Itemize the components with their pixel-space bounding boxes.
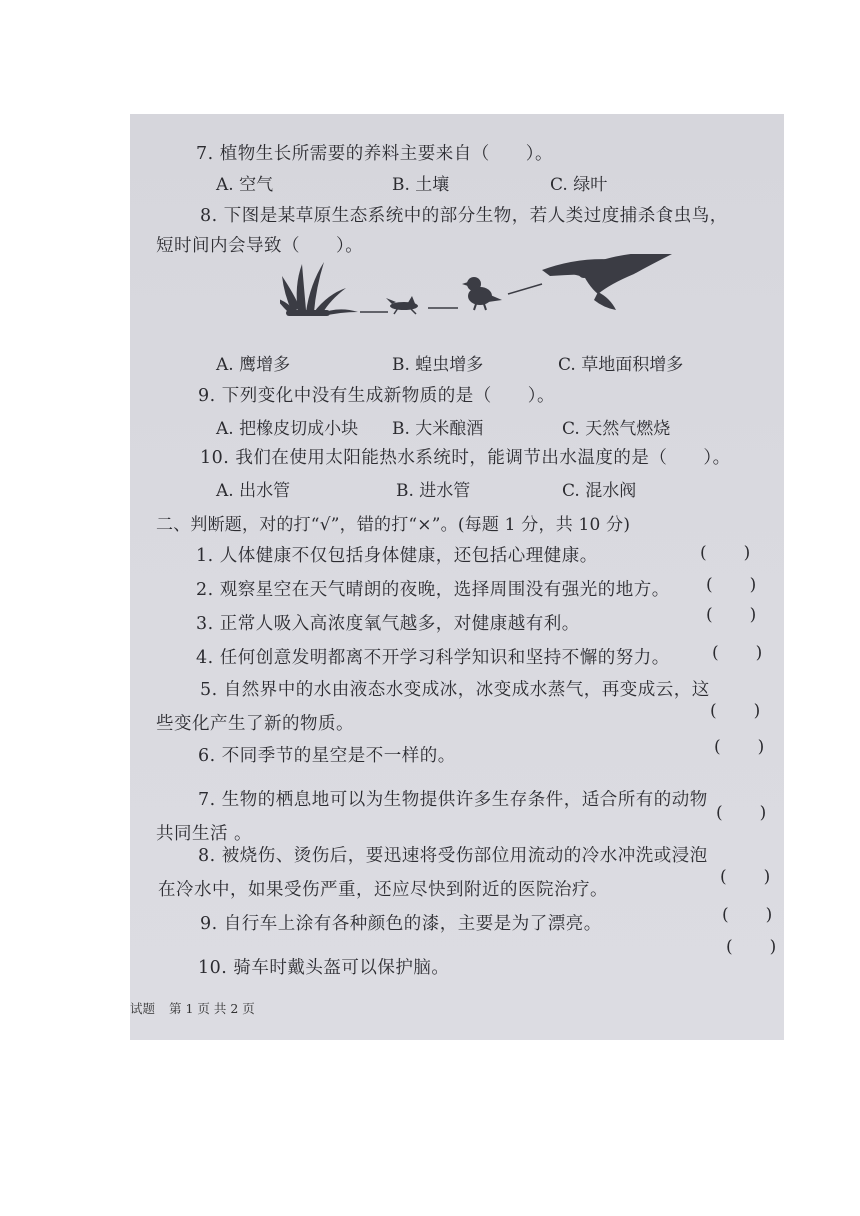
mc-q8-stem-line2: 短时间内会导致（ ）。: [156, 236, 364, 256]
page-footer: [130, 999, 265, 1017]
tf-item-3-answer-box[interactable]: ( ): [706, 605, 767, 625]
food-chain-illustration: [280, 254, 690, 324]
small-bird-icon: [462, 277, 502, 310]
footer-label: 试题: [130, 1001, 156, 1016]
tf-item-10-answer-box[interactable]: ( ): [726, 937, 787, 957]
mc-q7-option-a: A. 空气: [216, 175, 274, 195]
true-false-heading: 二、判断题，对的打“√”，错的打“×”。(每题 1 分，共 10 分): [156, 515, 631, 535]
mc-q7-option-b: B. 土壤: [392, 175, 450, 195]
mc-q9-option-c: C. 天然气燃烧: [562, 419, 671, 439]
mc-q10-option-a: A. 出水管: [216, 481, 291, 501]
mc-q10-stem: 10. 我们在使用太阳能热水系统时，能调节出水温度的是（ ）。: [200, 448, 731, 468]
tf-item-6-answer-box[interactable]: ( ): [714, 737, 775, 757]
tf-item-3-text: 3. 正常人吸入高浓度氧气越多，对健康越有利。: [196, 614, 580, 634]
mc-q8-option-a: A. 鹰增多: [216, 355, 291, 375]
mc-q7-option-c: C. 绿叶: [550, 175, 608, 195]
tf-item-5-answer-box[interactable]: ( ): [710, 701, 771, 721]
tf-item-2-answer-box[interactable]: ( ): [706, 575, 767, 595]
exam-page-photo: [130, 114, 787, 1040]
arrow-icon: [508, 284, 542, 294]
tf-item-9-answer-box[interactable]: ( ): [722, 905, 783, 925]
tf-item-7-text-cont: 共同生活 。: [156, 824, 253, 844]
tf-item-4-text: 4. 任何创意发明都离不开学习科学知识和坚持不懈的努力。: [196, 648, 670, 668]
tf-item-8-text: 8. 被烧伤、烫伤后，要迅速将受伤部位用流动的冷水冲洗或浸泡: [198, 846, 708, 866]
tf-item-5-text: 5. 自然界中的水由液态水变成冰，冰变成水蒸气，再变成云，这: [200, 680, 710, 700]
mc-q7-stem: 7. 植物生长所需要的养料主要来自（ ）。: [196, 144, 554, 164]
tf-item-7-text: 7. 生物的栖息地可以为生物提供许多生存条件，适合所有的动物: [198, 790, 708, 810]
mc-q8-option-b: B. 蝗虫增多: [392, 355, 484, 375]
grasshopper-icon: [386, 296, 418, 314]
tf-item-7-answer-box[interactable]: ( ): [716, 803, 777, 823]
grass-icon: [280, 262, 358, 316]
tf-item-6-text: 6. 不同季节的星空是不一样的。: [198, 746, 456, 766]
mc-q9-option-b: B. 大米酿酒: [392, 419, 484, 439]
mc-q8-option-c: C. 草地面积增多: [558, 355, 684, 375]
tf-item-4-answer-box[interactable]: ( ): [712, 643, 773, 663]
mc-q9-stem: 9. 下列变化中没有生成新物质的是（ ）。: [198, 386, 556, 406]
page-number: 第 1 页 共 2 页: [169, 1001, 255, 1016]
tf-item-1-text: 1. 人体健康不仅包括身体健康，还包括心理健康。: [196, 546, 598, 566]
mc-q10-option-c: C. 混水阀: [562, 481, 637, 501]
mc-q8-stem-line1: 8. 下图是某草原生态系统中的部分生物，若人类过度捕杀食虫鸟，: [200, 206, 728, 226]
tf-item-10-text: 10. 骑车时戴头盔可以保护脑。: [198, 958, 450, 978]
tf-item-9-text: 9. 自行车上涂有各种颜色的漆，主要是为了漂亮。: [200, 914, 602, 934]
tf-item-8-text-cont: 在冷水中，如果受伤严重，还应尽快到附近的医院治疗。: [158, 880, 608, 900]
tf-item-2-text: 2. 观察星空在天气晴朗的夜晚，选择周围没有强光的地方。: [196, 580, 670, 600]
mc-q10-option-b: B. 进水管: [396, 481, 471, 501]
tf-item-5-text-cont: 些变化产生了新的物质。: [156, 714, 354, 734]
mc-q9-option-a: A. 把橡皮切成小块: [216, 419, 359, 439]
eagle-icon: [542, 254, 676, 310]
tf-item-1-answer-box[interactable]: ( ): [700, 543, 761, 563]
tf-item-8-answer-box[interactable]: ( ): [720, 867, 781, 887]
